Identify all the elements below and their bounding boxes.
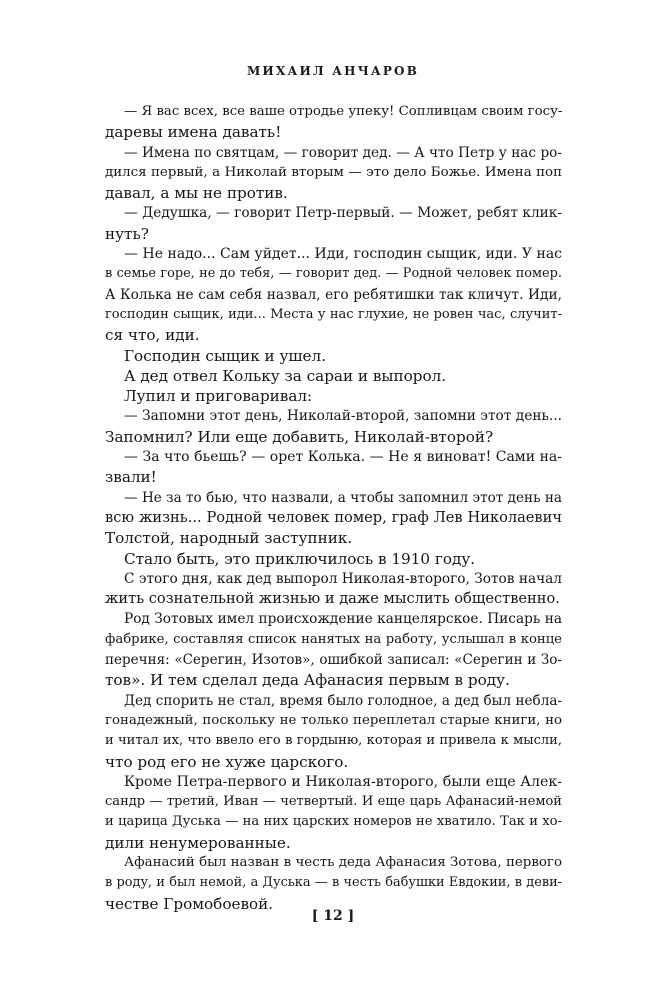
text-line: давал, а мы не против. bbox=[105, 184, 288, 203]
text-line: А дед отвел Кольку за сараи и выпорол. bbox=[124, 366, 447, 385]
text-line: и читал их, что ввело его в гордыню, которая и привела к мысли, bbox=[105, 733, 562, 749]
text-line: честве Громобоевой. bbox=[105, 894, 274, 913]
text-line: жить сознательной жизнью и даже мыслить общественно. bbox=[105, 590, 560, 608]
text-line: — Дедушка, — говорит Петр-первый. — Может, ребят клик- bbox=[124, 205, 562, 222]
text-line: фабрике, составляя список нанятых на работу, услышал в конце bbox=[105, 631, 562, 647]
text-line: дили ненумерованные. bbox=[105, 833, 291, 852]
text-line: Афанасий был назван в честь деда Афанасия Зотова, первого bbox=[124, 854, 562, 870]
text-line: в роду, и был немой, а Дуська — в честь бабушки Евдокии, в деви- bbox=[105, 875, 562, 891]
text-line: — За что бьешь? — орет Колька. — Не я виноват! Сами на- bbox=[124, 449, 562, 466]
page-number: [ 12 ] bbox=[311, 908, 355, 924]
text-line: А Колька не сам себя назвал, его ребятишки так кличут. Иди, bbox=[105, 286, 562, 303]
text-line: Род Зотовых имел происхождение канцелярское. Писарь на bbox=[124, 611, 562, 628]
text-line: тов». И тем сделал деда Афанасия первым в роду. bbox=[105, 671, 510, 690]
running-header: МИХАИЛ АНЧАРОВ bbox=[246, 64, 420, 78]
text-line: звали! bbox=[105, 468, 157, 487]
text-line: Стало быть, это приключилось в 1910 году. bbox=[124, 549, 476, 568]
text-line: Дед спорить не стал, время было голодное, а дед был небла- bbox=[124, 692, 562, 709]
text-line: гонадежный, поскольку не только переплетал старые книги, но bbox=[105, 712, 562, 728]
text-line: перечня: «Серегин, Изотов», ошибкой записал: «Серегин и Зо- bbox=[105, 652, 562, 669]
text-line: — Имена по святцам, — говорит дед. — А что Петр у нас ро- bbox=[124, 144, 562, 161]
text-line: дился первый, а Николай вторым — это дело Божье. Имена поп bbox=[105, 164, 562, 180]
text-line: Кроме Петра-первого и Николая-второго, были еще Алек- bbox=[124, 773, 562, 790]
text-line: — Не надо... Сам уйдет... Иди, господин сыщик, иди. У нас bbox=[124, 246, 562, 263]
text-line: Запомнил? Или еще добавить, Николай-второй? bbox=[105, 427, 494, 446]
text-line: что род его не хуже царского. bbox=[105, 752, 349, 771]
body-text bbox=[105, 102, 562, 914]
text-line: нуть? bbox=[105, 224, 149, 243]
text-line: Господин сыщик и ушел. bbox=[124, 346, 327, 365]
text-line: даревы имена давать! bbox=[105, 123, 282, 142]
text-line: Лупил и приговаривал: bbox=[124, 387, 313, 406]
text-line: всю жизнь... Родной человек помер, граф Лев Николаевич bbox=[105, 508, 562, 526]
text-line: — Я вас всех, все ваше отродье упеку! Сопливцам своим госу- bbox=[124, 104, 563, 119]
text-line: и царица Дуська — на них царских номеров не хватило. Так и хо- bbox=[105, 814, 562, 830]
text-line: сандр — третий, Иван — четвертый. И еще царь Афанасий-немой bbox=[105, 794, 562, 810]
text-line: С этого дня, как дед выпорол Николая-второго, Зотов начал bbox=[124, 570, 562, 587]
text-line: господин сыщик, иди... Места у нас глухие, не ровен час, случит- bbox=[105, 306, 562, 322]
text-line: — Не за то бью, что назвали, а чтобы запомнил этот день на bbox=[124, 489, 562, 506]
text-line: в семье горе, не до тебя, — говорит дед. — Родной человек помер. bbox=[105, 266, 562, 282]
text-line: Толстой, народный заступник. bbox=[105, 529, 353, 548]
text-line: ся что, иди. bbox=[105, 326, 200, 345]
text-line: — Запомни этот день, Николай-второй, запомни этот день... bbox=[124, 408, 562, 425]
